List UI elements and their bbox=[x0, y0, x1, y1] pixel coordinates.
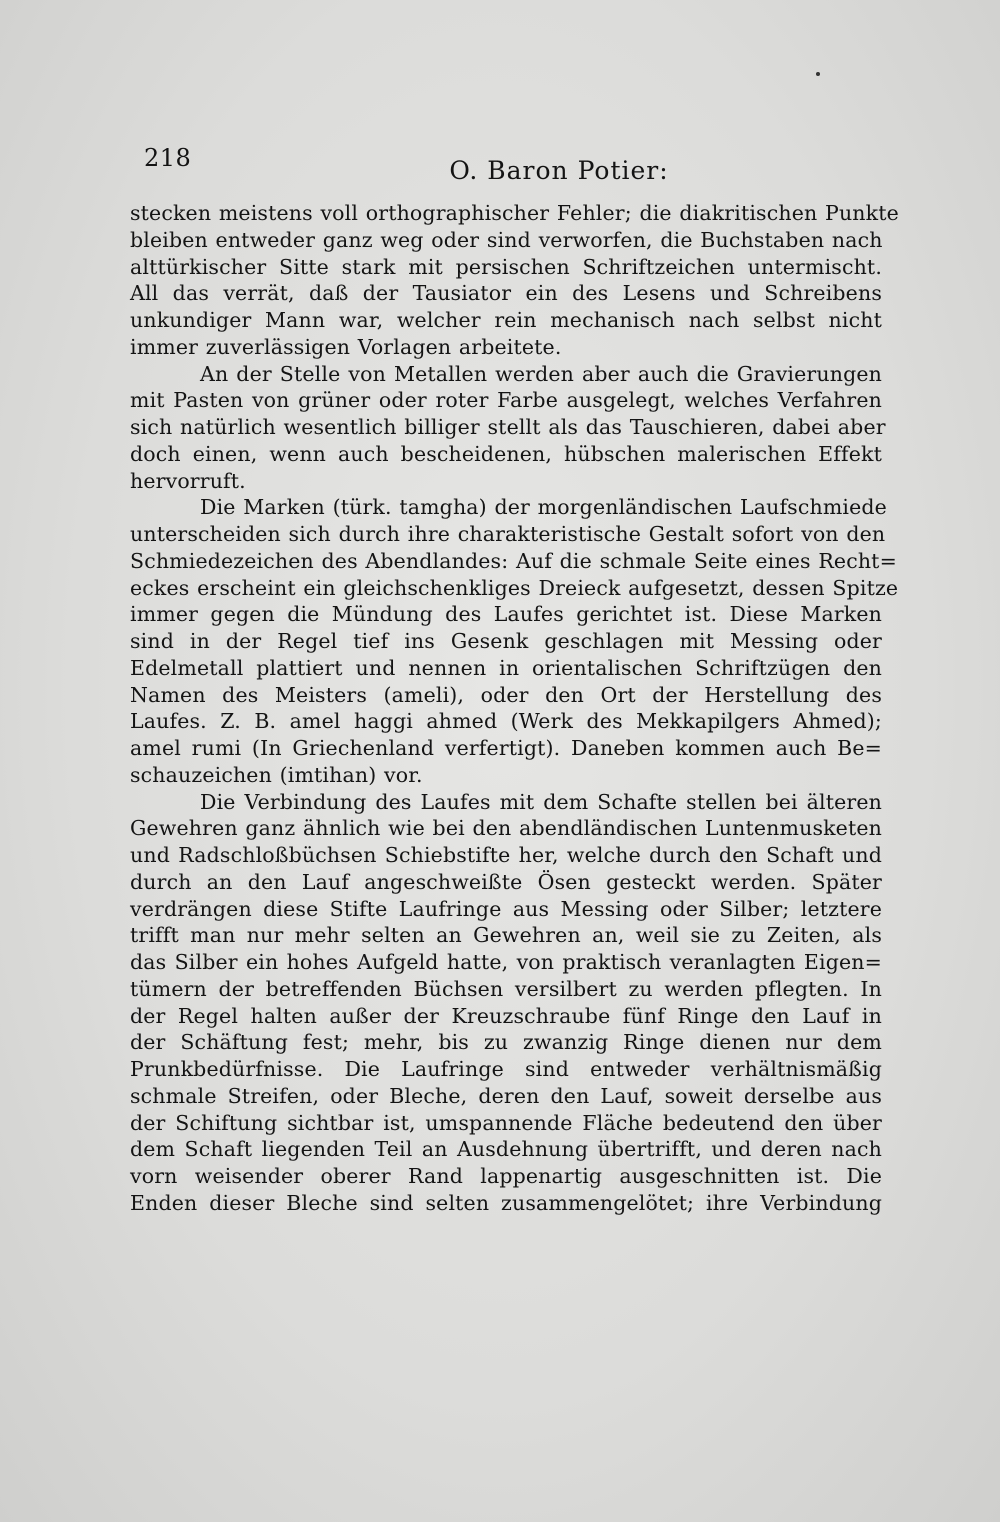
text-line: Laufes. Z. B. amel haggi ahmed (Werk des Mekkapilgers Ahmed); bbox=[130, 709, 882, 734]
body-text bbox=[130, 200, 899, 1217]
text-line: dem Schaft liegenden Teil an Ausdehnung übertrifft, und deren nach bbox=[130, 1137, 882, 1162]
text-line: Gewehren ganz ähnlich wie bei den abendländischen Luntenmusketen bbox=[130, 816, 882, 841]
text-line: sich natürlich wesentlich billiger stellt als das Tauschieren, dabei aber bbox=[130, 415, 886, 439]
text-line: hervorruft. bbox=[130, 468, 246, 493]
page-number: 218 bbox=[144, 144, 192, 172]
text-line: vorn weisender oberer Rand lappenartig ausgeschnitten ist. Die bbox=[130, 1164, 882, 1188]
text-line: der Schiftung sichtbar ist, umspannende Fläche bedeutend den über bbox=[130, 1110, 882, 1135]
text-line: Die Marken (türk. tamgha) der morgenländischen Laufschmiede bbox=[200, 495, 887, 520]
text-line: amel rumi (In Griechenland verfertigt). Daneben kommen auch Be= bbox=[130, 736, 882, 760]
running-title: O. Baron Potier: bbox=[449, 156, 669, 185]
text-line: Namen des Meisters (ameli), oder den Ort der Herstellung des bbox=[130, 682, 882, 707]
text-line: das Silber ein hohes Aufgeld hatte, von praktisch veranlagten Eigen= bbox=[130, 950, 882, 974]
text-line: durch an den Lauf angeschweißte Ösen gesteckt werden. Später bbox=[130, 869, 882, 894]
paragraph bbox=[130, 789, 882, 1217]
text-line: der Schäftung fest; mehr, bis zu zwanzig Ringe dienen nur dem bbox=[130, 1030, 882, 1055]
text-line: trifft man nur mehr selten an Gewehren an, weil sie zu Zeiten, als bbox=[130, 923, 882, 948]
paragraph bbox=[130, 494, 899, 788]
text-line: Edelmetall plattiert und nennen in orientalischen Schriftzügen den bbox=[130, 655, 882, 680]
text-line: Enden dieser Bleche sind selten zusammengelötet; ihre Verbindung bbox=[130, 1190, 882, 1215]
text-line: stecken meistens voll orthographischer Fehler; die diakritischen Punkte bbox=[130, 201, 899, 225]
text-line: bleiben entweder ganz weg oder sind verworfen, die Buchstaben nach bbox=[130, 227, 883, 252]
text-line: der Regel halten außer der Kreuzschraube fünf Ringe den Lauf in bbox=[130, 1003, 882, 1028]
text-line: unkundiger Mann war, welcher rein mechanisch nach selbst nicht bbox=[130, 308, 882, 332]
text-line: eckes erscheint ein gleichschenkliges Dreieck aufgesetzt, dessen Spitze bbox=[130, 575, 899, 600]
text-line: schmale Streifen, oder Bleche, deren den Lauf, soweit derselbe aus bbox=[130, 1083, 882, 1108]
text-line: Schmiedezeichen des Abendlandes: Auf die schmale Seite eines Recht= bbox=[130, 548, 897, 573]
text-line: immer gegen die Mündung des Laufes gerichtet ist. Diese Marken bbox=[130, 602, 882, 627]
text-line: tümern der betreffenden Büchsen versilbert zu werden pflegten. In bbox=[130, 976, 882, 1001]
paragraph bbox=[130, 361, 886, 495]
text-line: Prunkbedürfnisse. Die Laufringe sind entweder verhältnismäßig bbox=[130, 1057, 882, 1081]
text-line: doch einen, wenn auch bescheidenen, hübschen malerischen Effekt bbox=[130, 441, 882, 466]
text-line: Die Verbindung des Laufes mit dem Schafte stellen bei älteren bbox=[200, 789, 882, 814]
text-line: An der Stelle von Metallen werden aber auch die Gravierungen bbox=[200, 361, 882, 386]
text-line: immer zuverlässigen Vorlagen arbeitete. bbox=[130, 334, 562, 359]
paragraph bbox=[130, 200, 899, 361]
text-line: und Radschloßbüchsen Schiebstifte her, welche durch den Schaft und bbox=[130, 843, 882, 867]
text-line: All das verrät, daß der Tausiator ein des Lesens und Schreibens bbox=[130, 281, 882, 306]
text-line: verdrängen diese Stifte Laufringe aus Messing oder Silber; letztere bbox=[130, 896, 882, 921]
print-speck bbox=[816, 72, 820, 76]
text-line: mit Pasten von grüner oder roter Farbe ausgelegt, welches Verfahren bbox=[130, 388, 882, 413]
text-line: schauzeichen (imtihan) vor. bbox=[130, 762, 423, 787]
text-line: alttürkischer Sitte stark mit persischen Schriftzeichen untermischt. bbox=[130, 254, 882, 279]
text-line: sind in der Regel tief ins Gesenk geschlagen mit Messing oder bbox=[130, 629, 882, 653]
text-line: unterscheiden sich durch ihre charakteristische Gestalt sofort von den bbox=[130, 522, 886, 546]
running-head bbox=[144, 142, 884, 185]
